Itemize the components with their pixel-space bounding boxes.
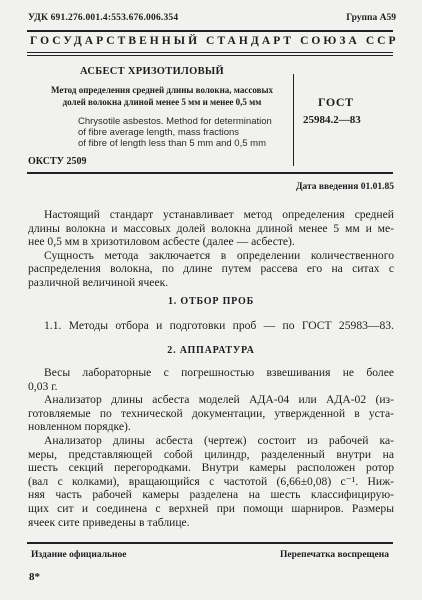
intro-paragraph [28, 208, 394, 290]
text-line: 1.1. Методы отбора и подготовки проб — по ГОСТ 25983—83. [44, 319, 394, 332]
reprint-prohibited-note: Перепечатка воспрещена [279, 550, 389, 560]
text-line: меры, представляющей собой цилиндр, разделенный внутри на [28, 447, 394, 461]
subtitle-ru-line: долей волокна длиной менее 5 мм и менее 0,5 мм [62, 97, 262, 107]
subtitle-ru-line: Метод определения средней длины волокна, массовых [51, 85, 273, 95]
text-line: нее 0,5 мм в хризотиловом асбесте (далее — асбесте). [28, 235, 295, 249]
text-line: щих сит и соединена с верхней при помощи шарниров. Размеры [28, 501, 394, 515]
text-line: (вал с колками), вращающийся с частотой (6,66±0,08) с⁻¹. Ниж- [28, 474, 394, 488]
text-line: ячеек сите приведены в таблице. [28, 515, 190, 529]
official-edition-note: Издание официальное [31, 550, 127, 560]
subtitle-en-line: of fibre of length less than 5 mm and 0,5 mm [78, 138, 266, 149]
national-standard-title: ГОСУДАРСТВЕННЫЙ СТАНДАРТ СОЮЗА ССР [30, 35, 399, 47]
text-line: няя часть рабочей камеры разделена на шесть классифицирую- [28, 488, 394, 502]
section-2-title: 2. АППАРАТУРА [167, 345, 255, 356]
footer-rule [27, 542, 393, 544]
text-line: новленном порядке). [28, 420, 131, 434]
text-line: 0,03 г. [28, 379, 58, 393]
text-line: Анализатор длины асбеста (чертеж) состоит из рабочей ка- [44, 433, 394, 447]
text-line: Настоящий стандарт устанавливает метод определения средней [44, 208, 394, 221]
title-rule-2 [27, 55, 393, 56]
gost-number: 25984.2—83 [303, 114, 361, 126]
gost-label: ГОСТ [318, 95, 354, 109]
vertical-divider [293, 74, 294, 166]
text-line: Весы лабораторные с погрешностью взвешивания не более [44, 366, 394, 379]
text-line: различной величиной ячеек. [28, 275, 169, 289]
group-code: Группа А59 [346, 13, 396, 23]
text-line: Сущность метода заключается в определении количественного [44, 248, 394, 262]
text-line: распределения волокна, по длине путем рассева его на ситах с [28, 262, 394, 276]
top-rule [27, 30, 393, 32]
subtitle-en-line: Chrysotile asbestos. Method for determination [78, 116, 272, 127]
text-line: Анализатор длины асбеста моделей АДА-04 или АДА-02 (из- [44, 393, 394, 407]
section-2-paragraph [28, 366, 394, 529]
title-rule-1 [27, 52, 393, 53]
page-number: 8* [29, 571, 40, 583]
okstu-rule [27, 172, 393, 174]
introduction-date: Дата введения 01.01.85 [295, 182, 394, 192]
text-line: шесть секций перегородками. Внутри камеры расположен ротор [28, 461, 394, 475]
section-1-paragraph [28, 319, 394, 333]
subtitle-en-line: of fibre average length, mass fractions [78, 127, 240, 138]
text-line: длины волокна и массовых долей волокна длиной менее 5 мм и ме- [28, 221, 394, 235]
udk-code: УДК 691.276.001.4:553.676.006.354 [28, 13, 179, 23]
text-line: готовляемые по технической документации, утвержденной в уста- [28, 406, 394, 420]
okstu-code: ОКСТУ 2509 [28, 156, 87, 167]
standard-title: АСБЕСТ ХРИЗОТИЛОВЫЙ [80, 66, 225, 77]
section-1-title: 1. ОТБОР ПРОБ [168, 296, 254, 307]
